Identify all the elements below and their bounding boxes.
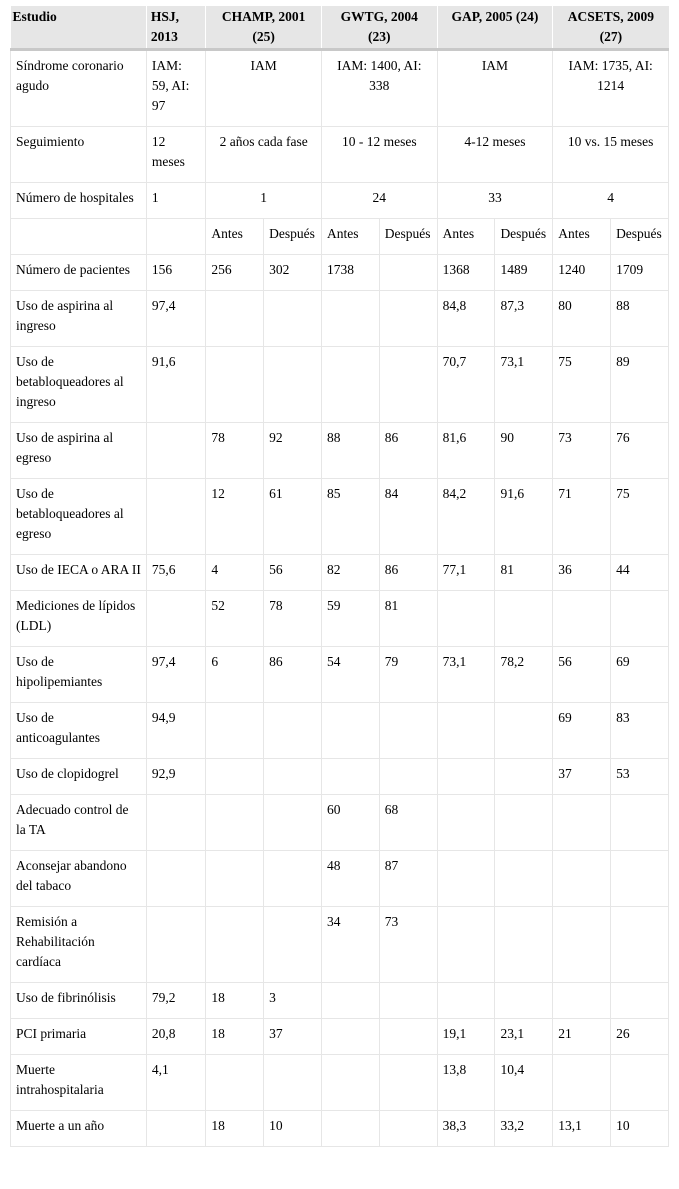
subheader-despues: Después	[379, 219, 437, 255]
table-cell: 44	[611, 555, 669, 591]
table-row	[11, 255, 669, 291]
table-cell	[553, 1055, 611, 1111]
table-cell	[495, 983, 553, 1019]
row-label: Uso de aspirina al ingreso	[11, 291, 147, 347]
table-cell: 86	[264, 647, 322, 703]
table-row	[11, 1019, 669, 1055]
table-cell: 13,8	[437, 1055, 495, 1111]
table-row	[11, 591, 669, 647]
table-cell	[437, 703, 495, 759]
table-cell	[146, 795, 206, 851]
table-cell	[146, 851, 206, 907]
table-cell	[379, 1111, 437, 1147]
table-row	[11, 555, 669, 591]
table-cell	[611, 795, 669, 851]
row-label: Número de pacientes	[11, 255, 147, 291]
table-row	[11, 347, 669, 423]
table-cell: 80	[553, 291, 611, 347]
table-cell	[146, 591, 206, 647]
table-cell	[264, 795, 322, 851]
table-cell	[321, 759, 379, 795]
table-cell: 73,1	[437, 647, 495, 703]
table-cell: 13,1	[553, 1111, 611, 1147]
table-cell: 3	[264, 983, 322, 1019]
table-cell: 81	[379, 591, 437, 647]
table-cell	[264, 347, 322, 423]
table-cell	[611, 983, 669, 1019]
table-cell	[553, 851, 611, 907]
table-cell	[553, 983, 611, 1019]
row-label: Uso de anticoagulantes	[11, 703, 147, 759]
table-cell	[553, 591, 611, 647]
table-cell	[321, 703, 379, 759]
table-cell: 75	[553, 347, 611, 423]
table-cell: 88	[321, 423, 379, 479]
table-cell	[495, 907, 553, 983]
table-cell: 10	[611, 1111, 669, 1147]
table-cell	[206, 1055, 264, 1111]
table-cell: 18	[206, 983, 264, 1019]
table-cell	[379, 983, 437, 1019]
table-cell	[264, 703, 322, 759]
table-cell: 52	[206, 591, 264, 647]
table-cell	[264, 851, 322, 907]
table-cell	[495, 591, 553, 647]
table-cell	[11, 219, 147, 255]
subheader-despues: Después	[264, 219, 322, 255]
table-cell: 90	[495, 423, 553, 479]
table-cell: 81	[495, 555, 553, 591]
table-cell: 60	[321, 795, 379, 851]
table-header	[11, 6, 669, 50]
table-cell: 54	[321, 647, 379, 703]
table-cell: 48	[321, 851, 379, 907]
table-cell: 86	[379, 555, 437, 591]
table-cell: 92,9	[146, 759, 206, 795]
table-cell	[437, 591, 495, 647]
table-row	[11, 795, 669, 851]
table-cell	[379, 703, 437, 759]
table-cell: 38,3	[437, 1111, 495, 1147]
table-cell: 91,6	[495, 479, 553, 555]
table-cell	[495, 759, 553, 795]
table-cell: 78,2	[495, 647, 553, 703]
table-cell	[553, 907, 611, 983]
row-label: Uso de betabloqueadores al ingreso	[11, 347, 147, 423]
table-cell	[321, 983, 379, 1019]
row-label: Síndrome coronario agudo	[11, 50, 147, 127]
table-cell	[437, 759, 495, 795]
subheader-antes: Antes	[321, 219, 379, 255]
table-cell	[495, 703, 553, 759]
table-cell	[321, 291, 379, 347]
table-cell: 37	[264, 1019, 322, 1055]
table-cell	[321, 1111, 379, 1147]
study-comparison-table	[10, 6, 669, 1147]
table-cell: 4-12 meses	[437, 127, 553, 183]
table-cell: 56	[553, 647, 611, 703]
table-cell	[146, 1111, 206, 1147]
row-label: Adecuado control de la TA	[11, 795, 147, 851]
table-cell	[146, 479, 206, 555]
table-cell: 78	[206, 423, 264, 479]
table-cell: 1738	[321, 255, 379, 291]
table-cell: 73	[553, 423, 611, 479]
row-label: PCI primaria	[11, 1019, 147, 1055]
table-row	[11, 1111, 669, 1147]
table-cell: 84,8	[437, 291, 495, 347]
table-cell: 89	[611, 347, 669, 423]
table-cell	[146, 907, 206, 983]
header-acsets: ACSETS, 2009 (27)	[553, 6, 669, 50]
header-gwtg: GWTG, 2004 (23)	[321, 6, 437, 50]
table-cell: 59	[321, 591, 379, 647]
table-cell	[206, 291, 264, 347]
header-estudio: Estudio	[11, 6, 147, 50]
table-cell	[437, 907, 495, 983]
subheader-antes: Antes	[553, 219, 611, 255]
table-row	[11, 907, 669, 983]
table-row	[11, 851, 669, 907]
table-cell: IAM: 1400, AI: 338	[321, 50, 437, 127]
table-cell: 83	[611, 703, 669, 759]
table-cell: 69	[553, 703, 611, 759]
table-row	[11, 703, 669, 759]
row-label: Seguimiento	[11, 127, 147, 183]
table-cell: 85	[321, 479, 379, 555]
table-cell: 71	[553, 479, 611, 555]
table-cell: IAM	[437, 50, 553, 127]
table-cell: 21	[553, 1019, 611, 1055]
table-cell: 302	[264, 255, 322, 291]
table-cell: 23,1	[495, 1019, 553, 1055]
table-cell: 36	[553, 555, 611, 591]
table-cell: 34	[321, 907, 379, 983]
table-cell: 10,4	[495, 1055, 553, 1111]
table-cell: 97,4	[146, 647, 206, 703]
row-label: Uso de aspirina al egreso	[11, 423, 147, 479]
table-cell: 1709	[611, 255, 669, 291]
table-cell	[379, 759, 437, 795]
table-cell: 6	[206, 647, 264, 703]
table-cell	[321, 347, 379, 423]
table-cell: 73	[379, 907, 437, 983]
table-cell	[437, 851, 495, 907]
row-label: Uso de clopidogrel	[11, 759, 147, 795]
table-cell: 68	[379, 795, 437, 851]
table-cell: 4	[206, 555, 264, 591]
table-row	[11, 50, 669, 127]
table-cell: 86	[379, 423, 437, 479]
table-cell	[379, 1055, 437, 1111]
table-cell: 156	[146, 255, 206, 291]
row-label: Uso de hipolipemiantes	[11, 647, 147, 703]
table-cell: 26	[611, 1019, 669, 1055]
subheader-row	[11, 219, 669, 255]
table-cell: 1489	[495, 255, 553, 291]
table-cell: 10	[264, 1111, 322, 1147]
subheader-antes: Antes	[437, 219, 495, 255]
table-cell: IAM: 1735, AI: 1214	[553, 50, 669, 127]
table-cell	[611, 907, 669, 983]
table-cell: 94,9	[146, 703, 206, 759]
table-cell: 87,3	[495, 291, 553, 347]
table-cell: 75	[611, 479, 669, 555]
table-cell: 256	[206, 255, 264, 291]
table-cell	[264, 291, 322, 347]
table-cell: 19,1	[437, 1019, 495, 1055]
table-cell	[379, 291, 437, 347]
table-cell: 2 años cada fase	[206, 127, 322, 183]
table-cell	[206, 907, 264, 983]
table-cell: 79,2	[146, 983, 206, 1019]
table-cell: 18	[206, 1019, 264, 1055]
table-cell: 12 meses	[146, 127, 206, 183]
table-cell	[206, 795, 264, 851]
table-row	[11, 647, 669, 703]
table-cell: 78	[264, 591, 322, 647]
table-cell	[437, 795, 495, 851]
table-cell: 70,7	[437, 347, 495, 423]
table-cell: 24	[321, 183, 437, 219]
table-cell	[553, 795, 611, 851]
table-cell	[495, 795, 553, 851]
table-body	[11, 50, 669, 1147]
row-label: Mediciones de lípidos (LDL)	[11, 591, 147, 647]
table-cell: 92	[264, 423, 322, 479]
table-cell: 10 vs. 15 meses	[553, 127, 669, 183]
table-row	[11, 127, 669, 183]
table-cell: 84,2	[437, 479, 495, 555]
table-cell	[206, 347, 264, 423]
table-cell	[379, 1019, 437, 1055]
table-cell: 18	[206, 1111, 264, 1147]
table-cell	[379, 347, 437, 423]
table-cell	[206, 851, 264, 907]
table-cell	[146, 423, 206, 479]
subheader-antes: Antes	[206, 219, 264, 255]
table-cell: 12	[206, 479, 264, 555]
table-cell	[146, 219, 206, 255]
table-cell	[206, 703, 264, 759]
table-cell: 76	[611, 423, 669, 479]
table-row	[11, 1055, 669, 1111]
table-row	[11, 423, 669, 479]
row-label: Aconsejar abandono del tabaco	[11, 851, 147, 907]
header-hsj: HSJ, 2013	[146, 6, 206, 50]
table-cell: 53	[611, 759, 669, 795]
table-cell: 1	[206, 183, 322, 219]
table-cell: 20,8	[146, 1019, 206, 1055]
table-cell	[611, 851, 669, 907]
table-cell: 1368	[437, 255, 495, 291]
table-cell: 4,1	[146, 1055, 206, 1111]
table-cell: 33,2	[495, 1111, 553, 1147]
table-cell: 84	[379, 479, 437, 555]
table-cell	[264, 907, 322, 983]
table-cell	[611, 591, 669, 647]
table-cell: 61	[264, 479, 322, 555]
table-cell: 87	[379, 851, 437, 907]
table-cell: 75,6	[146, 555, 206, 591]
table-cell: IAM: 59, AI: 97	[146, 50, 206, 127]
row-label: Número de hospitales	[11, 183, 147, 219]
table-cell: 91,6	[146, 347, 206, 423]
table-cell	[206, 759, 264, 795]
table-cell	[321, 1019, 379, 1055]
table-cell: 33	[437, 183, 553, 219]
table-cell	[264, 759, 322, 795]
subheader-despues: Después	[611, 219, 669, 255]
table-cell	[379, 255, 437, 291]
table-cell	[611, 1055, 669, 1111]
table-cell: 73,1	[495, 347, 553, 423]
table-row	[11, 479, 669, 555]
table-cell: 88	[611, 291, 669, 347]
table-cell	[495, 851, 553, 907]
table-cell: 82	[321, 555, 379, 591]
row-label: Muerte a un año	[11, 1111, 147, 1147]
table-cell	[264, 1055, 322, 1111]
table-cell: 10 - 12 meses	[321, 127, 437, 183]
table-cell: 1	[146, 183, 206, 219]
table-cell: 56	[264, 555, 322, 591]
table-row	[11, 291, 669, 347]
row-label: Muerte intrahospitalaria	[11, 1055, 147, 1111]
subheader-despues: Después	[495, 219, 553, 255]
table-cell: 4	[553, 183, 669, 219]
table-cell: 97,4	[146, 291, 206, 347]
table-cell: 77,1	[437, 555, 495, 591]
table-row	[11, 983, 669, 1019]
row-label: Uso de betabloqueadores al egreso	[11, 479, 147, 555]
row-label: Uso de fibrinólisis	[11, 983, 147, 1019]
table-cell	[437, 983, 495, 1019]
table-cell: 81,6	[437, 423, 495, 479]
table-row	[11, 759, 669, 795]
table-cell: IAM	[206, 50, 322, 127]
table-cell: 79	[379, 647, 437, 703]
table-cell: 1240	[553, 255, 611, 291]
table-cell	[321, 1055, 379, 1111]
table-cell: 37	[553, 759, 611, 795]
table-cell: 69	[611, 647, 669, 703]
header-gap: GAP, 2005 (24)	[437, 6, 553, 50]
row-label: Uso de IECA o ARA II	[11, 555, 147, 591]
row-label: Remisión a Rehabilitación cardíaca	[11, 907, 147, 983]
header-champ: CHAMP, 2001 (25)	[206, 6, 322, 50]
table-row	[11, 183, 669, 219]
